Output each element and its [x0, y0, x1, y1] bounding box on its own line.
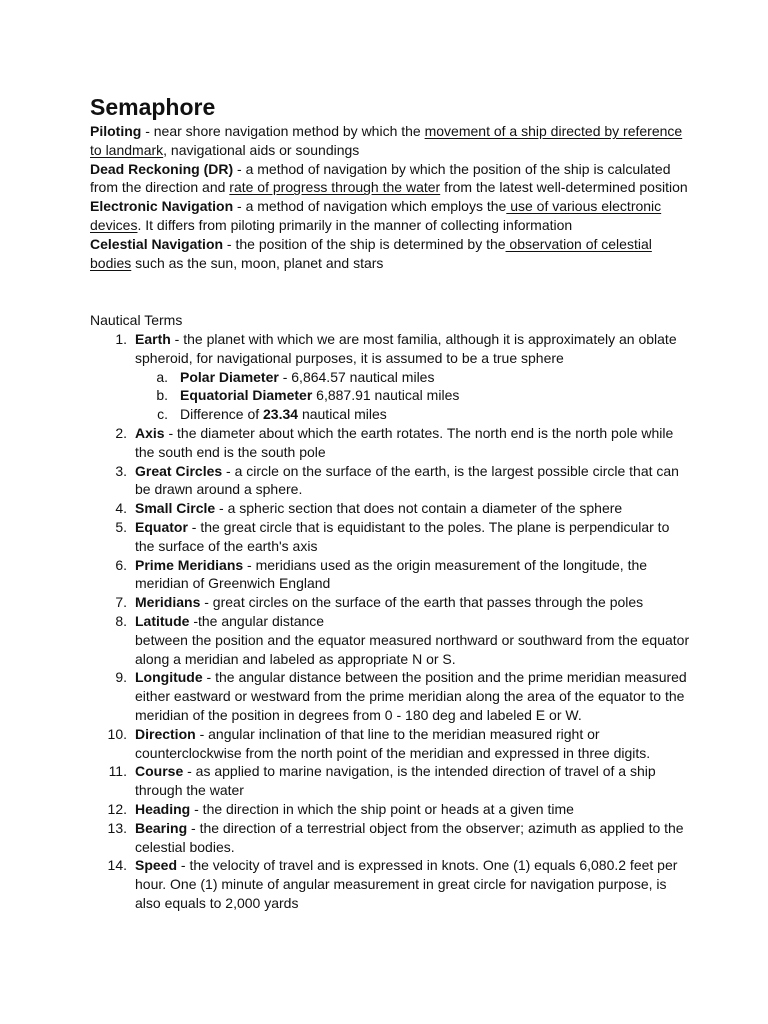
list-number: 10. [107, 725, 127, 742]
definition-term: Dead Reckoning (DR) [90, 160, 234, 177]
term-description: - angular inclination of that line to the meridian measured right or counterclockwise from the north point of the meridian and expressed in three digits. [135, 725, 651, 761]
definition-term: Celestial Navigation [90, 235, 224, 252]
term-description: - as applied to marine navigation, is the intended direction of travel of a ship through the water [135, 763, 656, 799]
list-item [90, 819, 690, 857]
sub-list-item: c. Difference of 23.34 nautical miles [135, 405, 690, 424]
nautical-terms-list [90, 330, 690, 913]
term-name: Longitude [135, 669, 203, 686]
list-number: 13. [107, 819, 127, 836]
term-name: Speed [135, 857, 178, 874]
term-description: - the direction of a terrestrial object from the observer; azimuth as applied to the celestial bodies. [135, 819, 684, 855]
list-number: 5. [115, 518, 127, 535]
term-name: Heading [135, 800, 191, 817]
list-number: 9. [115, 669, 127, 686]
term-name: Great Circles [135, 462, 223, 479]
list-number: 4. [115, 500, 127, 517]
term-name: Direction [135, 725, 196, 742]
term-description: - the planet with which we are most familia, although it is approximately an oblate spheroid, for navigational purposes, it is assumed to be a true sphere [135, 331, 677, 366]
list-number: 1. [115, 331, 127, 347]
term-description: -the angular distance [189, 612, 325, 629]
list-item [90, 424, 690, 462]
underlined-phrase: use of various electronic devices [90, 198, 662, 233]
list-item [90, 330, 690, 424]
term-description: - the great circle that is equidistant to the poles. The plane is perpendicular to the surface of the earth's axis [135, 518, 670, 554]
list-item [90, 518, 690, 556]
definition-piloting: Piloting - near shore navigation method by which the movement of a ship directed by reference to landmark, navigational aids or soundings [90, 123, 683, 158]
term-description: - the velocity of travel and is expressed in knots. One (1) equals 6,080.2 feet per hour. One (1) minute of angular measurement in great circle for navigation purpose, is also equals to 2,000 yards [135, 857, 678, 911]
term-name: Earth [135, 331, 171, 347]
list-number: 7. [115, 594, 127, 611]
term-description: - the direction in which the ship point or heads at a given time [190, 800, 574, 817]
list-number: 8. [115, 612, 127, 629]
list-item [90, 856, 690, 912]
list-number: 3. [115, 462, 127, 479]
list-number: 12. [107, 800, 127, 817]
navigation-definitions [90, 122, 690, 272]
term-description: - a spheric section that does not contain a diameter of the sphere [215, 500, 623, 517]
list-item [90, 499, 690, 518]
definition-celestial-navigation: Celestial Navigation - the position of the ship is determined by the observation of celestial bodies such as the sun, moon, planet and stars [90, 235, 652, 271]
page-title: Semaphore [90, 94, 216, 120]
term-name: Axis [135, 424, 165, 441]
list-item [90, 762, 690, 800]
term-description: - meridians used as the origin measurement of the longitude, the meridian of Greenwich England [135, 556, 648, 592]
term-name: Course [135, 763, 184, 780]
term-name: Latitude [135, 612, 190, 629]
sub-list-item: b. Equatorial Diameter 6,887.91 nautical miles [135, 386, 690, 405]
term-description: - great circles on the surface of the earth that passes through the poles [200, 594, 644, 611]
term-name: Meridians [135, 594, 201, 611]
definition-term: Piloting [90, 123, 142, 139]
definition-electronic-navigation: Electronic Navigation - a method of navigation which employs the use of various electronic devices. It differs from piloting primarily in the manner of collecting information [90, 198, 662, 233]
list-item [90, 556, 690, 594]
term-name: Equator [135, 518, 188, 535]
term-description: - a circle on the surface of the earth, is the largest possible circle that can be drawn around a sphere. [135, 462, 679, 498]
list-number: 6. [115, 556, 127, 573]
sub-list-letter: c. [157, 406, 168, 423]
underlined-phrase: observation of celestial bodies [90, 235, 652, 271]
list-item [90, 462, 690, 500]
term-name: Prime Meridians [135, 556, 244, 573]
list-item [90, 668, 690, 724]
term-name: Bearing [135, 819, 188, 836]
sub-list-letter: b. [156, 387, 168, 404]
list-item [90, 800, 690, 819]
underlined-phrase: movement of a ship directed by reference to landmark [90, 123, 683, 158]
list-number: 2. [115, 424, 127, 441]
nautical-terms-heading: Nautical Terms [90, 312, 183, 328]
sub-list-letter: a. [156, 368, 168, 385]
definition-dead-reckoning: Dead Reckoning (DR) - a method of navigation by which the position of the ship is calculated from the direction and rate of progress through the water from the latest well-determined position [90, 160, 688, 196]
list-item [90, 612, 690, 668]
term-description: - the diameter about which the earth rotates. The north end is the north pole while the south end is the south pole [135, 424, 674, 460]
definition-term: Electronic Navigation [90, 198, 234, 215]
list-item [90, 725, 690, 763]
term-description-continued: between the position and the equator measured northward or southward from the equator along a meridian and labeled as appropriate N or S. [135, 631, 690, 667]
term-description: - the angular distance between the position and the prime meridian measured either eastward or westward from the prime meridian along the area of the equator to the meridian of the position in degrees from 0 - 180 deg and labeled E or W. [135, 669, 687, 723]
list-number: 14. [107, 857, 127, 874]
list-number: 11. [108, 763, 127, 780]
underlined-phrase: rate of progress through the water [229, 179, 441, 196]
sub-list-item: a. Polar Diameter - 6,864.57 nautical miles [135, 368, 690, 387]
term-name: Small Circle [135, 500, 216, 517]
earth-sublist [135, 368, 690, 424]
list-item [90, 593, 690, 612]
